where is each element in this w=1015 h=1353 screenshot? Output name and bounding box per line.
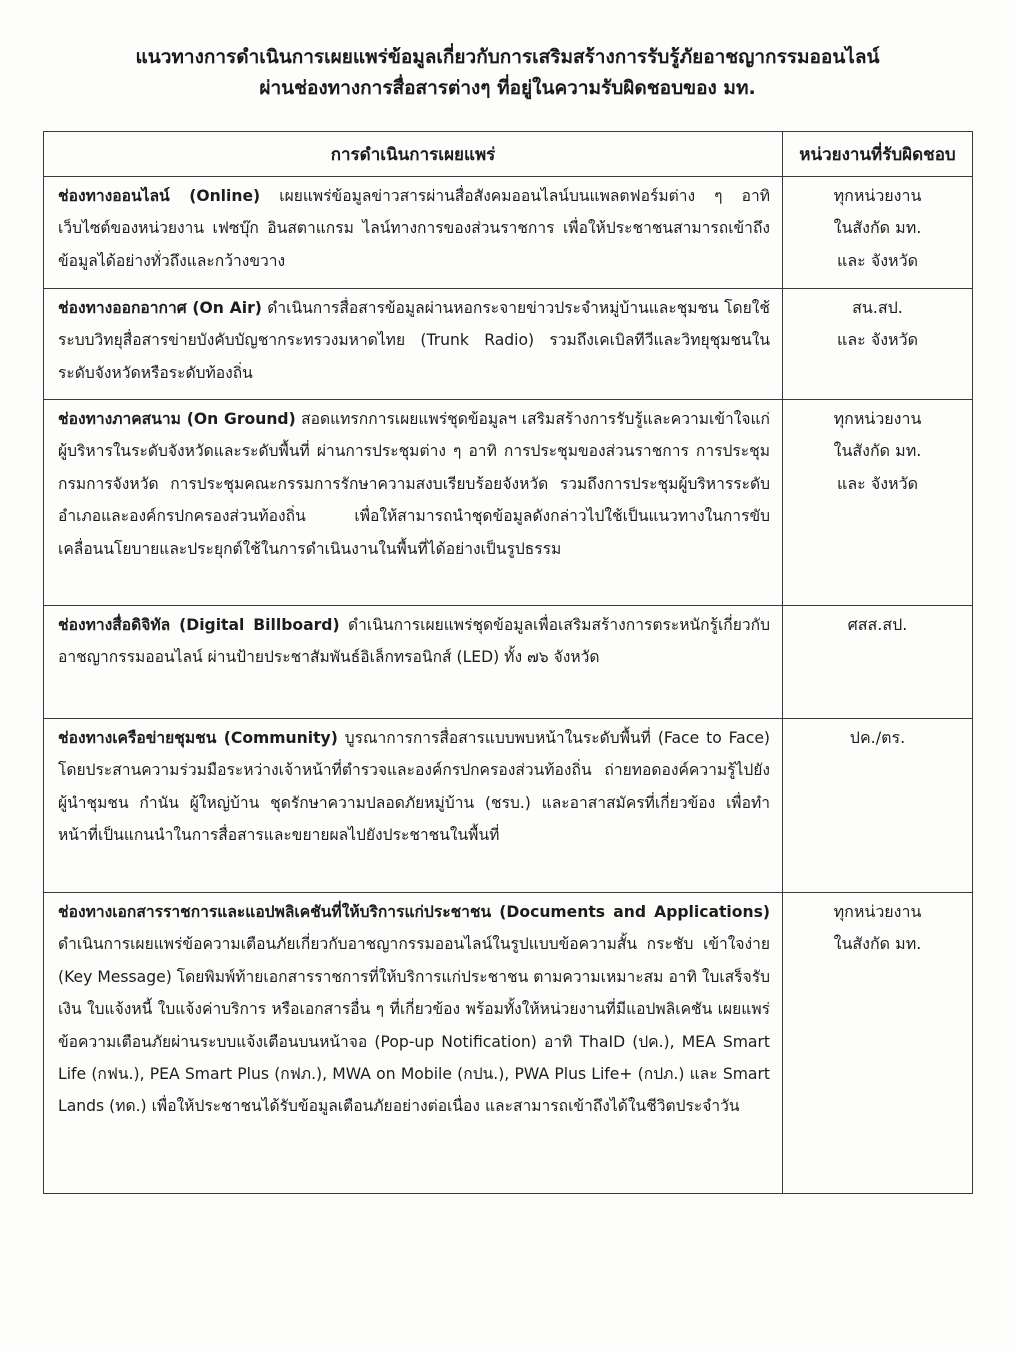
header-unit: หน่วยงานที่รับผิดชอบ bbox=[783, 132, 973, 177]
unit-line: ในสังกัด มท. bbox=[833, 218, 922, 238]
table-header-row bbox=[44, 132, 973, 177]
table-row bbox=[44, 400, 973, 606]
table-row bbox=[44, 719, 973, 893]
unit-line: และ จังหวัด bbox=[837, 330, 918, 350]
unit-line: ทุกหน่วยงาน bbox=[833, 186, 922, 205]
channel-detail: เผยแพร่ข้อมูลข่าวสารผ่านสื่อสังคมออนไลน์บนแพลตฟอร์มต่าง ๆ อาทิ เว็บไซต์ของหน่วยงาน เฟซบุ๊ก อินสตาแกรม ไลน์ทางการของส่วนราชการ เพื่อให้ประชาชนสามารถเข้าถึงข้อมูลได้อย่างทั่วถึงและกว้างขวาง bbox=[58, 187, 770, 270]
row-description bbox=[44, 177, 783, 289]
channel-name: ช่องทางเครือข่ายชุมชน (Community) bbox=[58, 729, 338, 747]
row-description bbox=[44, 719, 783, 893]
channel-detail: ดำเนินการสื่อสารข้อมูลผ่านหอกระจายข่าวประจำหมู่บ้านและชุมชน โดยใช้ระบบวิทยุสื่อสารข่ายบังคับบัญชากระทรวงมหาดไทย (Trunk Radio) รวมถึงเคเบิลทีวีและวิทยุชุมชนในระดับจังหวัดหรือระดับท้องถิ่น bbox=[58, 299, 770, 382]
unit-line: ทุกหน่วยงาน bbox=[833, 902, 922, 921]
unit-line: และ จังหวัด bbox=[837, 250, 918, 270]
unit-line: ในสังกัด มท. bbox=[833, 441, 922, 461]
channel-detail: บูรณาการการสื่อสารแบบพบหน้าในระดับพื้นที่ (Face to Face) โดยประสานความร่วมมือระหว่างเจ้าหน้าที่ตำรวจและองค์กรปกครองส่วนท้องถิ่น ถ่ายทอดองค์ความรู้ไปยังผู้นำชุมชน กำนัน ผู้ใหญ่บ้าน ชุดรักษาความปลอดภัยหมู่บ้าน (ชรบ.) และอาสาสมัครที่เกี่ยวข้อง เพื่อทำหน้าที่เป็นแกนนำในการสื่อสารและขยายผลไปยังประชาชนในพื้นที่ bbox=[58, 729, 770, 845]
table-row bbox=[44, 177, 973, 289]
unit-line: ปค./ตร. bbox=[849, 728, 906, 747]
table-row bbox=[44, 893, 973, 1194]
document-title bbox=[40, 42, 975, 104]
responsible-unit bbox=[783, 400, 973, 606]
responsible-unit bbox=[783, 606, 973, 719]
channel-name: ช่องทางออกอากาศ (On Air) bbox=[58, 299, 262, 317]
channel-name: ช่องทางเอกสารราชการและแอปพลิเคชันที่ให้บริการแก่ประชาชน (Documents and Applications) bbox=[58, 903, 770, 921]
row-description bbox=[44, 400, 783, 606]
title-line-1: แนวทางการดำเนินการเผยแพร่ข้อมูลเกี่ยวกับการเสริมสร้างการรับรู้ภัยอาชญากรรมออนไลน์ bbox=[135, 46, 880, 68]
unit-line: ในสังกัด มท. bbox=[833, 934, 922, 954]
table-row bbox=[44, 289, 973, 400]
channel-detail: สอดแทรกการเผยแพร่ชุดข้อมูลฯ เสริมสร้างการรับรู้และความเข้าใจแก่ผู้บริหารในระดับจังหวัดและระดับพื้นที่ ผ่านการประชุมต่าง ๆ อาทิ การประชุมของส่วนราชการ การประชุมกรมการจังหวัด การประชุมคณะกรรมการรักษาความสงบเรียบร้อยจังหวัด รวมถึงการประชุมผู้บริหารระดับอำเภอและองค์กรปกครองส่วนท้องถิ่น เพื่อให้สามารถนำชุดข้อมูลดังกล่าวไปใช้เป็นแนวทางในการขับเคลื่อนนโยบายและประยุกต์ใช้ในการดำเนินงานในพื้นที่ได้อย่างเป็นรูปธรรม bbox=[58, 410, 770, 558]
unit-line: สน.สป. bbox=[852, 298, 903, 317]
header-activity: การดำเนินการเผยแพร่ bbox=[44, 132, 783, 177]
unit-line: และ จังหวัด bbox=[837, 473, 918, 493]
channel-name: ช่องทางภาคสนาม (On Ground) bbox=[58, 410, 296, 428]
unit-line: ทุกหน่วยงาน bbox=[833, 409, 922, 428]
responsible-unit bbox=[783, 719, 973, 893]
row-description bbox=[44, 289, 783, 400]
responsible-unit bbox=[783, 893, 973, 1194]
unit-line: ศสส.สป. bbox=[847, 615, 908, 634]
row-description bbox=[44, 606, 783, 719]
channel-detail: ดำเนินการเผยแพร่ชุดข้อมูลเพื่อเสริมสร้างการตระหนักรู้เกี่ยวกับอาชญากรรมออนไลน์ ผ่านป้ายประชาสัมพันธ์อิเล็กทรอนิกส์ (LED) ทั้ง ๗๖ จังหวัด bbox=[58, 616, 770, 667]
table-row bbox=[44, 606, 973, 719]
responsible-unit bbox=[783, 289, 973, 400]
row-description bbox=[44, 893, 783, 1194]
channel-name: ช่องทางออนไลน์ (Online) bbox=[58, 187, 261, 205]
responsible-unit bbox=[783, 177, 973, 289]
channel-name: ช่องทางสื่อดิจิทัล (Digital Billboard) bbox=[58, 616, 340, 634]
title-line-2: ผ่านช่องทางการสื่อสารต่างๆ ที่อยู่ในความรับผิดชอบของ มท. bbox=[259, 77, 756, 99]
dissemination-table bbox=[43, 131, 973, 1194]
channel-detail: ดำเนินการเผยแพร่ข้อความเตือนภัยเกี่ยวกับอาชญากรรมออนไลน์ในรูปแบบข้อความสั้น กระชับ เข้าใจง่าย (Key Message) โดยพิมพ์ท้ายเอกสารราชการที่ให้บริการแก่ประชาชน ตามความเหมาะสม อาทิ ใบเสร็จรับเงิน ใบแจ้งหนี้ ใบแจ้งค่าบริการ หรือเอกสารอื่น ๆ ที่เกี่ยวข้อง พร้อมทั้งให้หน่วยงานที่มีแอปพลิเคชัน เผยแพร่ข้อความเตือนภัยผ่านระบบแจ้งเตือนบนหน้าจอ (Pop-up Notification) อาทิ ThaID (ปค.), MEA Smart Life (กฟน.), PEA Smart Plus (กฟภ.), MWA on Mobile (กปน.), PWA Plus Life+ (กปภ.) และ Smart Lands (ทด.) เพื่อให้ประชาชนได้รับข้อมูลเตือนภัยอย่างต่อเนื่อง และสามารถเข้าถึงได้ในชีวิตประจำวัน bbox=[58, 935, 770, 1116]
